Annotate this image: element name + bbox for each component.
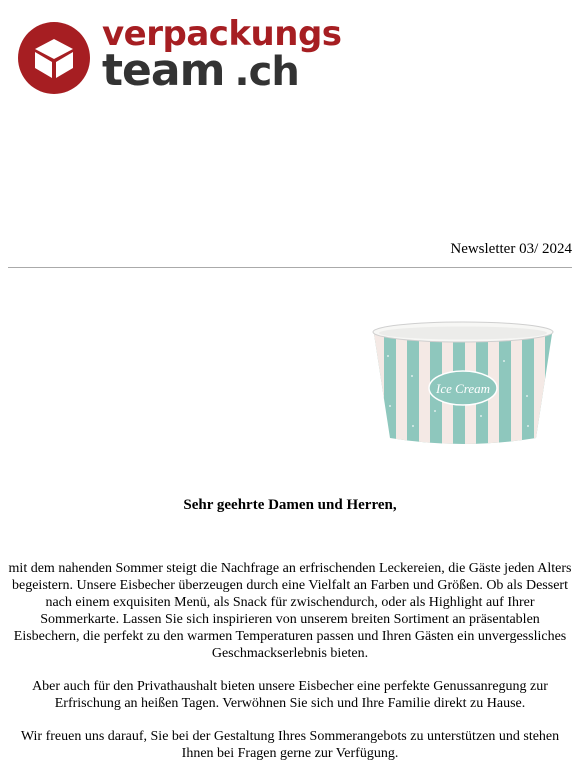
brand-logo[interactable] <box>18 14 342 96</box>
paragraph-1: mit dem nahenden Sommer steigt die Nachfrage an erfrischenden Leckereien, die Gäste jeden Alters begeistern. Unsere Eisbecher überzeugen durch eine Vielfalt an Farben und Größen. Ob als Dessert nach einem exquisiten Menü, als Snack für zwischendurch, oder als Highlight auf Ihrer Sommerkarte. Lassen Sie sich inspirieren von unserem breiten Sortiment an präsentablen Eisbechern, die perfekt zu den warmen Temperaturen passen und Ihren Gästen ein unvergessliches Geschmackserlebnis bieten. <box>8 561 572 661</box>
ice-cream-cup-image[interactable] <box>368 316 558 456</box>
newsletter-body <box>8 560 572 778</box>
paragraph-3: Wir freuen uns darauf, Sie bei der Gestaltung Ihres Sommerangebots zu unterstützen und stehen Ihnen bei Fragen gerne zur Verfügung. <box>20 729 560 761</box>
newsletter-issue: Newsletter 03/ 2024 <box>450 241 572 257</box>
logo-line-2 <box>102 45 342 96</box>
header-divider <box>8 267 572 268</box>
cup-label: Ice Cream <box>435 381 491 396</box>
logo-wordmark <box>102 14 342 96</box>
box-icon <box>18 22 90 94</box>
logo-line-1: verpackungs <box>102 14 342 54</box>
greeting: Sehr geehrte Damen und Herren, <box>183 497 397 513</box>
logo-word-team: team <box>102 45 225 96</box>
logo-tld: .ch <box>234 49 299 95</box>
paragraph-2: Aber auch für den Privathaushalt bieten unsere Eisbecher eine perfekte Genussanregung zur Erfrischung an heißen Tagen. Verwöhnen Sie sich und Ihre Familie direkt zu Hause. <box>32 679 548 711</box>
